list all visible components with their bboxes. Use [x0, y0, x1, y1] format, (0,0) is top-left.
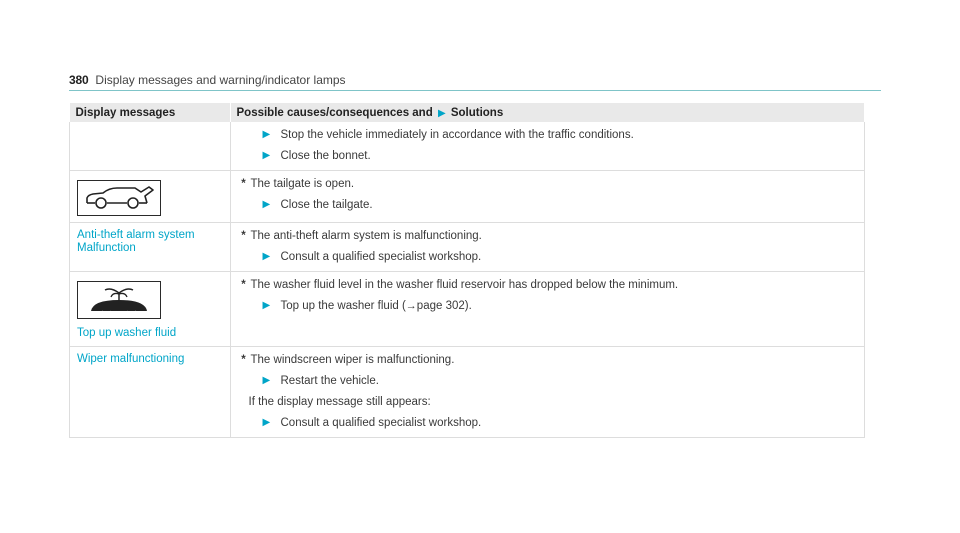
possible-cause — [237, 229, 857, 243]
page-title: Display messages and warning/indicator lamps — [95, 73, 346, 87]
solution-step — [237, 149, 857, 163]
solution-arrow-icon: ▶ — [262, 300, 271, 311]
display-message-cell — [70, 272, 231, 347]
solution-arrow-icon: ▶ — [262, 251, 271, 262]
step-text: Stop the vehicle immediately in accordance with the traffic conditions. — [280, 129, 634, 141]
table-row — [70, 272, 865, 347]
table-header-row — [70, 103, 865, 122]
page-header — [69, 73, 881, 91]
display-message-text: Top up washer fluid — [77, 327, 177, 339]
solution-step — [237, 128, 857, 142]
page-reference-link[interactable]: page 302). — [416, 300, 472, 312]
solution-arrow-icon: ▶ — [262, 375, 271, 386]
solution-arrow-icon: ▶ — [262, 129, 271, 140]
solution-step — [237, 198, 857, 212]
column-header-display-messages: Display messages — [70, 103, 231, 122]
table-row — [70, 223, 865, 272]
solution-arrow-icon: ▶ — [262, 417, 271, 428]
step-text: Close the bonnet. — [280, 150, 371, 162]
solution-step — [237, 250, 857, 264]
display-message-cell — [70, 223, 231, 272]
display-message-cell — [70, 347, 231, 438]
display-message-text: Malfunction — [77, 242, 136, 254]
solution-arrow-icon: ▶ — [262, 199, 271, 210]
cause-text: The tailgate is open. — [250, 178, 355, 190]
step-text: Consult a qualified specialist workshop. — [280, 417, 482, 429]
display-message-text: Wiper malfunctioning — [77, 353, 185, 365]
column-header-causes-solutions — [230, 103, 865, 122]
step-text: Consult a qualified specialist workshop. — [280, 251, 482, 263]
page-number: 380 — [69, 73, 89, 87]
cause-text: The washer fluid level in the washer fluid reservoir has dropped below the minimum. — [250, 279, 679, 291]
display-message-cell — [70, 122, 231, 171]
cause-bullet: * — [241, 230, 246, 242]
table-row — [70, 122, 865, 171]
solution-step — [237, 374, 857, 388]
causes-solutions-cell — [230, 223, 865, 272]
solution-step — [237, 299, 857, 313]
column-header-causes: Possible causes/consequences and — [236, 106, 433, 119]
cause-text: The anti-theft alarm system is malfunctioning. — [250, 230, 482, 242]
washer-fluid-icon — [77, 281, 161, 319]
tailgate-open-icon — [77, 180, 161, 216]
solution-arrow-icon: ▶ — [437, 107, 446, 119]
display-message-cell — [70, 171, 231, 223]
tailgate-open-icon-graphic — [81, 184, 157, 212]
step-text: Close the tailgate. — [280, 199, 373, 211]
causes-solutions-cell — [230, 347, 865, 438]
possible-cause — [237, 278, 857, 292]
causes-solutions-cell — [230, 171, 865, 223]
cause-bullet: * — [241, 354, 246, 366]
cause-bullet: * — [241, 178, 246, 190]
solution-step — [237, 416, 857, 430]
step-text: Restart the vehicle. — [280, 375, 379, 387]
possible-cause — [237, 177, 857, 191]
washer-fluid-icon-graphic — [81, 284, 157, 316]
table-row — [70, 171, 865, 223]
step-text-prefix: Top up the washer fluid ( — [280, 300, 406, 312]
column-header-solutions: Solutions — [450, 106, 504, 119]
condition-note: If the display message still appears: — [248, 396, 431, 408]
possible-cause — [237, 353, 857, 367]
display-message-text: Anti-theft alarm system — [77, 229, 195, 241]
cause-text: The windscreen wiper is malfunctioning. — [250, 354, 455, 366]
cause-bullet: * — [241, 279, 246, 291]
solution-arrow-icon: ▶ — [262, 150, 271, 161]
step-text — [281, 299, 472, 313]
causes-solutions-cell — [230, 272, 865, 347]
causes-solutions-cell — [230, 122, 865, 171]
display-messages-table — [69, 103, 865, 438]
cross-reference-arrow-icon: → — [405, 300, 417, 312]
table-row — [70, 347, 865, 438]
